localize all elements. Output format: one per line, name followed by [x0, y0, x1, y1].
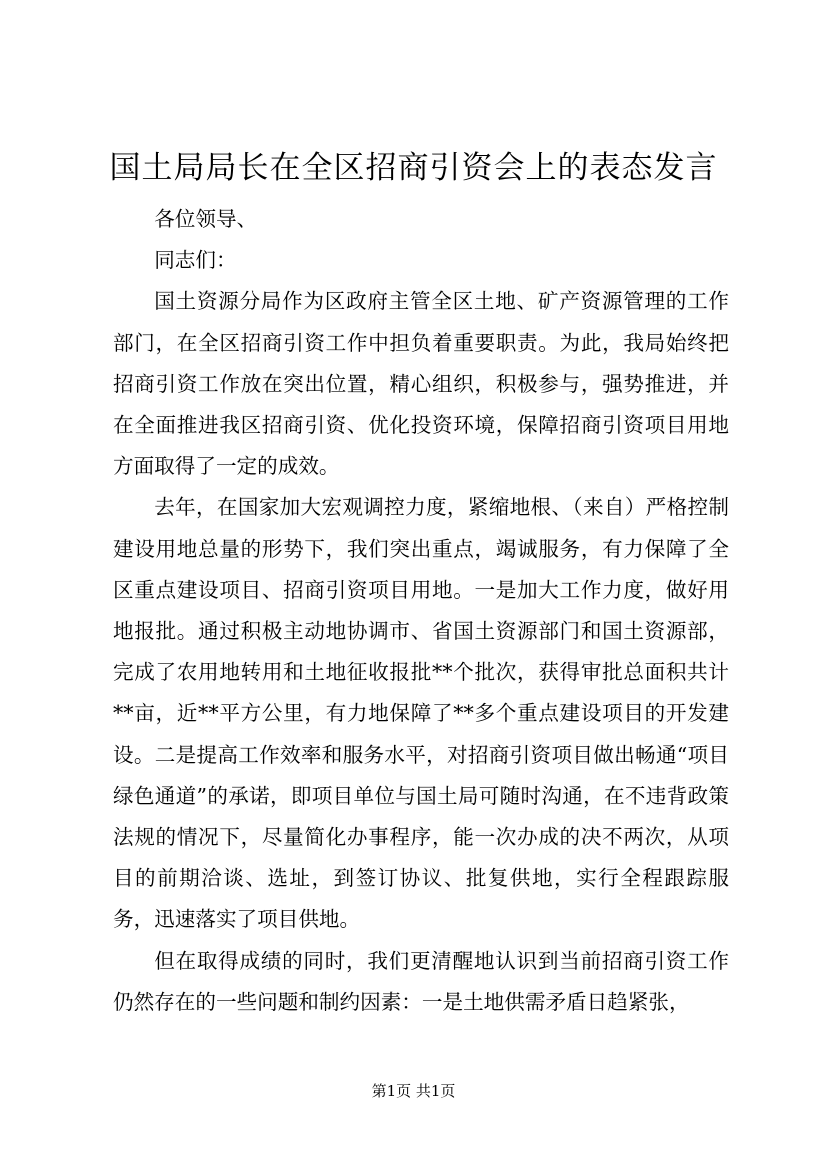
salutation-leaders: 各位领导、: [154, 207, 258, 231]
document-title: 国土局局长在全区招商引资会上的表态发言: [109, 150, 718, 186]
paragraph-intro: 国土资源分局作为区政府主管全区土地、矿产资源管理的工作部门，在全区招商引资工作中担负着重要职责。为此，我局始终把招商引资工作放在突出位置，精心组织，积极参与，强势推进，并在全面推进我区招商引资、优化投资环境，保障招商引资项目用地方面取得了一定的成效。: [113, 289, 729, 479]
paragraph-achievements: 去年，在国家加大宏观调控力度，紧缩地根、（来自）严格控制建设用地总量的形势下，我们突出重点，竭诚服务，有力保障了全区重点建设项目、招商引资项目用地。一是加大工作力度，做好用地报批。通过积极主动地协调市、省国土资源部门和国土资源部，完成了农用地转用和土地征收报批**个批次，获得审批总面积共计**亩，近**平方公里，有力地保障了**多个重点建设项目的开发建设。二是提高工作效率和服务水平，对招商引资项目做出畅通“项目绿色通道”的承诺，即项目单位与国土局可随时沟通，在不违背政策法规的情况下，尽量简化办事程序，能一次办成的决不两次，从项目的前期洽谈、选址，到签订协议、批复供地，实行全程跟踪服务，迅速落实了项目供地。: [113, 495, 729, 932]
page-number-footer: 第1页 共1页: [371, 1082, 456, 1100]
paragraph-problems: 但在取得成绩的同时，我们更清醒地认识到当前招商引资工作仍然存在的一些问题和制约因素：一是土地供需矛盾日趋紧张，: [113, 948, 729, 1014]
salutation-comrades: 同志们：: [154, 248, 237, 273]
document-body: [113, 199, 729, 1023]
